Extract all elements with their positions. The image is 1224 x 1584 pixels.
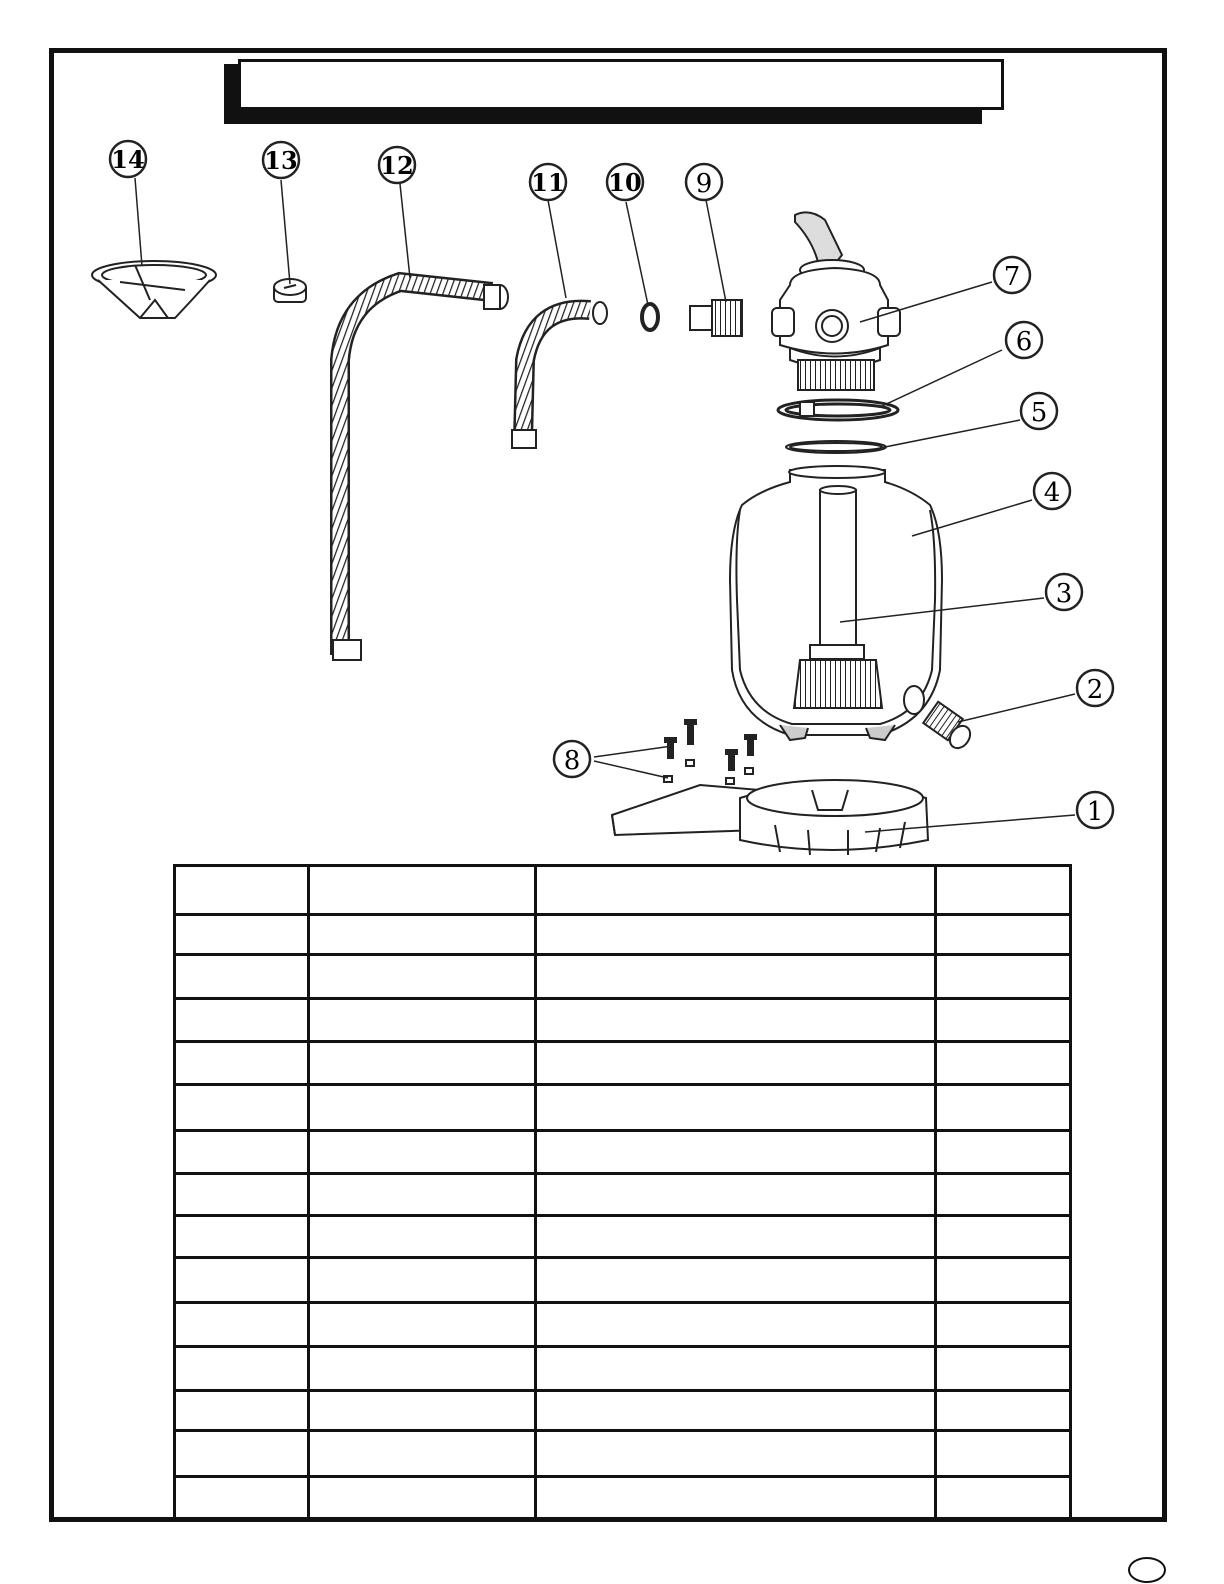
- svg-text:6: 6: [1015, 327, 1033, 357]
- svg-text:9: 9: [695, 169, 713, 199]
- table-cell: [536, 1303, 936, 1347]
- callout-4: [1034, 473, 1070, 509]
- svg-text:12: 12: [380, 151, 414, 180]
- table-cell: [536, 1131, 936, 1174]
- leader-lines: [135, 178, 1075, 832]
- table-cell: [175, 1431, 309, 1477]
- table-row: [175, 999, 1071, 1042]
- column-header: [309, 866, 536, 915]
- table-cell: [536, 1431, 936, 1477]
- table-cell: [309, 1216, 536, 1258]
- hose-adapter-part: [690, 300, 742, 336]
- table-cell: [936, 1085, 1071, 1131]
- svg-text:4: 4: [1043, 478, 1061, 508]
- svg-text:5: 5: [1030, 398, 1048, 428]
- table-cell: [309, 955, 536, 999]
- bolts-nuts-part: [664, 720, 756, 784]
- table-row: [175, 1303, 1071, 1347]
- table-cell: [936, 1258, 1071, 1303]
- table-cell: [175, 1347, 309, 1391]
- svg-text:1: 1: [1086, 797, 1104, 827]
- table-cell: [175, 1174, 309, 1216]
- table-cell: [536, 915, 936, 955]
- table-cell: [936, 915, 1071, 955]
- callout-11: [530, 164, 566, 200]
- svg-text:3: 3: [1055, 579, 1073, 609]
- table-cell: [936, 1131, 1071, 1174]
- table-row: [175, 1347, 1071, 1391]
- callout-1: [1077, 792, 1113, 828]
- table-cell: [175, 955, 309, 999]
- base-part: [612, 780, 928, 855]
- strainer-cover-part: [92, 261, 216, 318]
- table-cell: [175, 915, 309, 955]
- table-cell: [175, 1391, 309, 1431]
- table-cell: [536, 1477, 936, 1519]
- table-cell: [175, 1216, 309, 1258]
- table-row: [175, 1216, 1071, 1258]
- table-row: [175, 915, 1071, 955]
- svg-text:13: 13: [264, 146, 298, 175]
- table-cell: [936, 1391, 1071, 1431]
- page-number: [1128, 1557, 1166, 1583]
- table-row: [175, 1258, 1071, 1303]
- svg-text:7: 7: [1003, 262, 1021, 292]
- clamp-part: [778, 400, 898, 420]
- table-row: [175, 1042, 1071, 1085]
- table-cell: [536, 1042, 936, 1085]
- callout-13: [263, 142, 299, 178]
- table-row: [175, 1174, 1071, 1216]
- table-header-row: [175, 866, 1071, 915]
- table-row: [175, 1477, 1071, 1519]
- table-cell: [309, 1431, 536, 1477]
- table-cell: [309, 999, 536, 1042]
- table-cell: [936, 1216, 1071, 1258]
- callout-10: [607, 164, 643, 200]
- callout-2: [1077, 670, 1113, 706]
- callout-7: [994, 257, 1030, 293]
- table-cell: [536, 1391, 936, 1431]
- table-row: [175, 1085, 1071, 1131]
- table-cell: [936, 1042, 1071, 1085]
- short-hose-part: [512, 302, 607, 448]
- callout-9: [686, 164, 722, 200]
- table-cell: [936, 955, 1071, 999]
- svg-text:2: 2: [1086, 675, 1104, 705]
- parts-list-table: [173, 864, 1072, 1520]
- long-hose-part: [333, 282, 508, 660]
- o-ring-part: [786, 441, 886, 453]
- table-cell: [175, 1303, 309, 1347]
- column-header: [936, 866, 1071, 915]
- table-cell: [309, 1303, 536, 1347]
- table-cell: [309, 1174, 536, 1216]
- table-cell: [309, 1258, 536, 1303]
- table-cell: [536, 1347, 936, 1391]
- hose-clamp-part: [642, 304, 658, 330]
- table-cell: [936, 1477, 1071, 1519]
- table-cell: [175, 1477, 309, 1519]
- table-cell: [309, 1391, 536, 1431]
- callout-12: [379, 147, 415, 183]
- callout-5: [1021, 393, 1057, 429]
- callout-14: [110, 141, 146, 177]
- column-header: [175, 866, 309, 915]
- table-cell: [536, 999, 936, 1042]
- svg-text:11: 11: [531, 168, 565, 197]
- table-cell: [936, 1303, 1071, 1347]
- svg-text:14: 14: [111, 145, 145, 174]
- table-row: [175, 1431, 1071, 1477]
- table-cell: [175, 999, 309, 1042]
- svg-text:8: 8: [563, 746, 581, 776]
- table-cell: [175, 1258, 309, 1303]
- svg-text:10: 10: [608, 168, 642, 197]
- table-cell: [536, 955, 936, 999]
- table-cell: [536, 1174, 936, 1216]
- table-cell: [309, 1131, 536, 1174]
- control-valve-part: [772, 212, 900, 390]
- table-row: [175, 1131, 1071, 1174]
- table-cell: [309, 1347, 536, 1391]
- table-cell: [309, 915, 536, 955]
- table-cell: [936, 1174, 1071, 1216]
- table-cell: [536, 1258, 936, 1303]
- table-cell: [309, 1085, 536, 1131]
- table-cell: [175, 1131, 309, 1174]
- callout-3: [1046, 574, 1082, 610]
- table-cell: [936, 1431, 1071, 1477]
- table-cell: [536, 1085, 936, 1131]
- table-row: [175, 955, 1071, 999]
- column-header: [536, 866, 936, 915]
- table-cell: [936, 999, 1071, 1042]
- table-row: [175, 1391, 1071, 1431]
- table-cell: [536, 1216, 936, 1258]
- table-cell: [936, 1347, 1071, 1391]
- callout-8: [554, 741, 590, 777]
- callout-6: [1006, 322, 1042, 358]
- table-cell: [309, 1477, 536, 1519]
- table-cell: [309, 1042, 536, 1085]
- drain-plug-part: [923, 702, 974, 752]
- table-cell: [175, 1085, 309, 1131]
- table-cell: [175, 1042, 309, 1085]
